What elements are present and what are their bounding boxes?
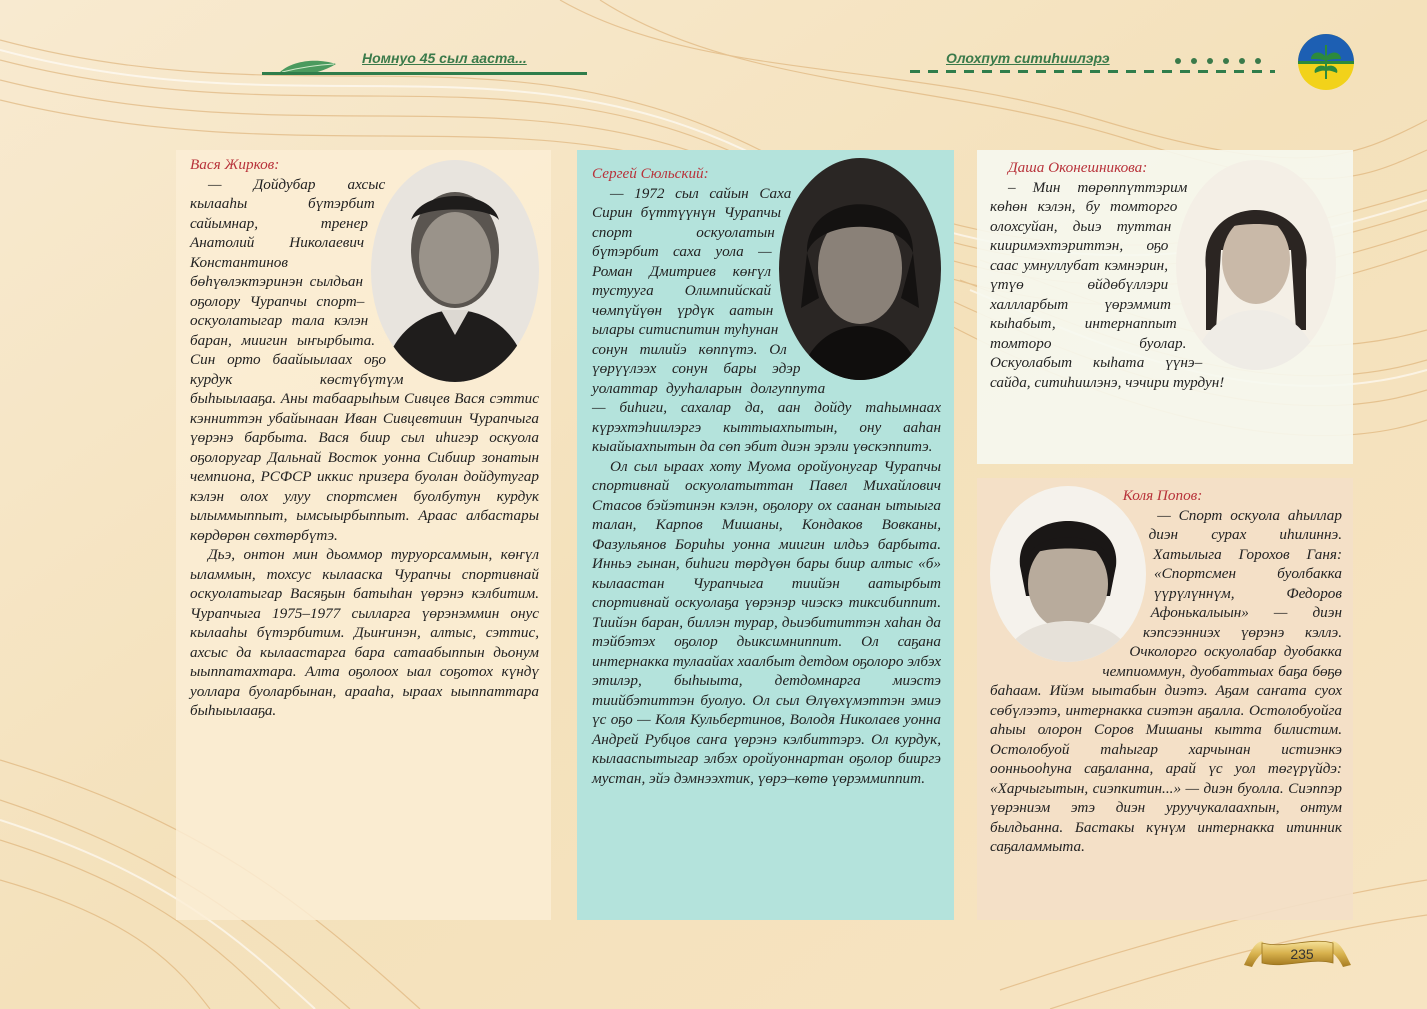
header-right-title: Олохпут ситиһиилэрэ xyxy=(946,50,1110,66)
header-left-rule xyxy=(262,72,587,75)
column-dasha xyxy=(990,158,1336,392)
header-left-title: Номнуо 45 сыл ааста... xyxy=(362,50,527,66)
speaker-name: Коля Попов: xyxy=(1122,487,1203,504)
leaf-icon xyxy=(278,58,338,78)
column-vasya xyxy=(190,155,539,721)
portrait-photo-dasha xyxy=(1176,160,1336,370)
paragraph: Дьэ, онтон мин дьоммор туруорсаммын, көҥүл ыламмын, тохсус кылааска Чурапчы спортивнай оскуолатыгар Васяҕын батыһан үөрэнэ кэлбитим. Чурапчыга 1975–1977 сылларга үөрэнэммин онус кылааһы бүтэрбитим. Дьиҥинэн, алтыс, сэттис, ахсыс да кылаастарга бара сатаабыппын дьонум ыыппатахтара. Алта оҕолоох ыал соҕотох күндү уоллара буоларбынан, арааһа, ыраах ыыппаттара быһыылааҕа. xyxy=(190,546,539,719)
column-sergey xyxy=(592,164,941,788)
paragraph: — 1972 сыл сайын Саха Сирин бүттүүнүн Чурапчы спорт оскуолатын бүтэрбит саха уола — Роман Дмитриев көҥүл тустууга Олимпийскай чөмпүйүөн үрдүк аатын ылары ситиспитин туһунан сонун тилийэ көппүтэ. Ол үөрүүлээх сонун бары эдэр уолаттар дууһаларын долгуппута — биһиги, сахалар да, аан дойду таһымнаах күрэхтэһиилэргэ кыттыахпытын, ону ааһан кыайыахпытын да сөп эбит диэн эрэли үөскэппитэ. xyxy=(592,184,941,455)
ornament-icon xyxy=(1170,52,1270,70)
portrait-photo-sergey xyxy=(779,158,941,380)
column-kolya xyxy=(990,486,1342,857)
speaker-name: Вася Жирков: xyxy=(190,156,280,173)
paragraph: – Мин төрөппүттэрим көһөн кэлэн, бу томторго олохсуйан, дьиэ туттан кииримэхтэриттэн, оҕо саас умнуллубат кэмнэрин, үтүө өйдөбүллэри халлларбыт үөрэммит кыһабыт, интернаппыт томторо буолар. Оскуолабыт кыһата үүнэ–сайда, ситиһиилэнэ, чэчири турдун! xyxy=(990,178,1225,391)
speaker-name: Даша Оконешникова: xyxy=(1008,159,1148,176)
portrait-photo-kolya xyxy=(990,486,1146,662)
portrait-photo-vasya xyxy=(371,160,539,382)
page-number: 235 xyxy=(1290,946,1314,962)
paragraph: Ол сыл ыраах хоту Муома оройуонугар Чурапчы спортивнай оскуолатыттан Павел Михайлович Стасов бэйэтинэн кэлэн, оҕолору ох саанан ытыыга талан, Карпов Мишаны, Кондаков Вовканы, Фазульянов Бориһы уонна миигин илдьэ барбыта. Инньэ гынан, биһиги төрдүөн бары биир алтыс «б» кылаастан Чурапчыга тиийэн аатырбыт спортивнай оскуолаҕа үөрэнэр чиэскэ тиксибиппит. Тиийэн баран, биллэн турар, дьиэбититтэн хаһан да тэйбэтэх оҕолор дьиксимниппит. Ол саҕана интернакка тулаайах хаалбыт детдом оҕолоро элбэх этилэр, быһыыта, детдомнарга миэстэ тиийбэтиттэн буолуо. Ол сыл Өлүөхүмэттэн эмиэ үс оҕо — Коля Кульбертинов, Володя Николаев уонна Андрей Рубцов саҥа үөрэнэ кэлбиттэрэ. Ол курдук, кылааспытыгар элбэх оройуоннартан оҕолор бииргэ мустан, эйэ дэмнээхтик, үөрэ–көтө үөрэммиппит. xyxy=(592,457,941,787)
paragraph: — Спорт оскуола аһыллар диэн сурах иһилиннэ. Хатылыга Горохов Ганя: «Спортсмен буолбакка үүрүлүннүм, Федоров Афонькалыын» — диэн кэпсээнниэх үөрэнэ кэллэ. Очколорго оскуолабар дуобакка чемпиоммун, дуобаттыах баҕа бөҕө баһаам. Ийэм ыытабын диэтэ. Аҕам саҥата суох сөбүлээтэ, интернакка сиэтэн аҕалла. Остолобуойга аһыы олорон Соров Мишаны кытта билистим. Остолобуой таһыгар харчынан истиэнкэ оонньооһуна саҕаланна, арай үс уол төгүрүйдэ: «Харчыгытын, сиэпкитин...» — диэн буолла. Сиэппэр үөрэниэм этэ диэн уруучукалаахпын, онтум былдьанна. Бастакы күнүм интернакка итинник саҕаламмыта. xyxy=(990,506,1342,855)
paragraph: — Дойдубар ахсыс кылааһы бүтэрбит сайымнар, тренер Анатолий Николаевич Константинов бөһүөлэктэринэн сылдьан оҕолору Чурапчы спорт–оскуолатыгар тала кэлэн баран, миигин ыҥырбыта. Син орто баайыылаах оҕо курдук көстүбүтүм быһыылааҕа. Аны табаарыһым Сивцев Вася сэттис кэнниттэн убайынаан Иван Сивцевтиин Чурапчыга үөрэнэ барбыта. Вася биир сыл иһигэр оскуола оҕолоругар Дальнай Восток уонна Сибиир зонатын чемпиона, РСФСР иккис призера буолан дойдутугар кэлэн олох улуу спортсмен буолбутун курдук ылыммыппыт, ымсыырбыппыт. Араас албастары көрдөрөн сөхтөрбүтэ. xyxy=(190,175,539,544)
speaker-name: Сергей Сюльский: xyxy=(592,165,709,182)
header-right-rule xyxy=(910,70,1275,73)
emblem-logo-icon xyxy=(1297,33,1355,91)
